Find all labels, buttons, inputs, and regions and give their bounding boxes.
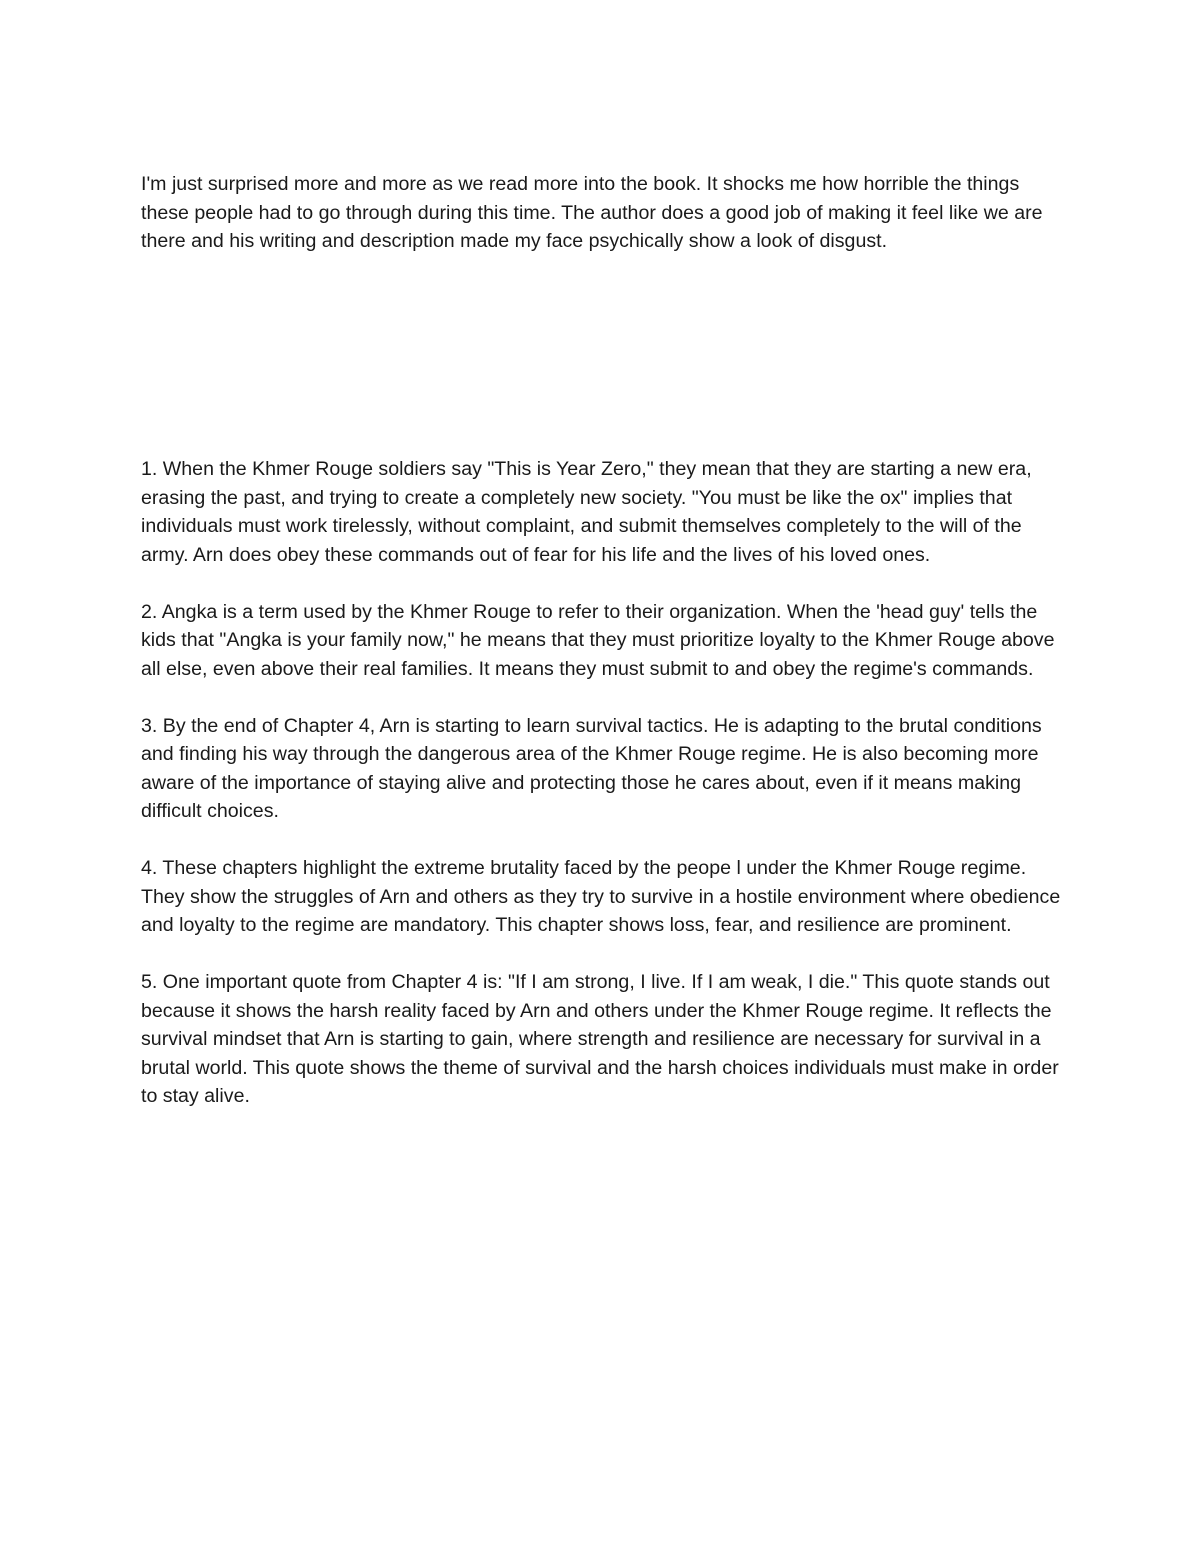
answer-paragraph-1: 1. When the Khmer Rouge soldiers say "This is Year Zero," they mean that they are starting a new era, erasing the past, and trying to create a completely new society. "You must be like the ox" implies that individuals must work tirelessly, without complaint, and submit themselves completely to the will of the army. Arn does obey these commands out of fear for his life and the lives of his loved ones. (141, 458, 1032, 566)
answer-paragraph-4: 4. These chapters highlight the extreme brutality faced by the peope l under the Khmer Rouge regime. They show the struggles of Arn and others as they try to survive in a hostile environment where obedience and loyalty to the regime are mandatory. This chapter shows loss, fear, and resilience are prominent. (141, 857, 1061, 936)
answers-section (141, 455, 1061, 1111)
answer-paragraph-3: 3. By the end of Chapter 4, Arn is starting to learn survival tactics. He is adapting to the brutal conditions and finding his way through the dangerous area of the Khmer Rouge regime. He is also becoming more aware of the importance of staying alive and protecting those he cares about, even if it means making difficult choices. (141, 714, 1042, 822)
answer-paragraph-5: 5. One important quote from Chapter 4 is: "If I am strong, I live. If I am weak, I die." This quote stands out because it shows the harsh reality faced by Arn and others under the Khmer Rouge regime. It reflects the survival mindset that Arn is starting to gain, where strength and resilience are necessary for survival in a brutal world. This quote shows the theme of survival and the harsh choices individuals must make in order to stay alive. (141, 971, 1059, 1107)
answer-paragraph-2: 2. Angka is a term used by the Khmer Rouge to refer to their organization. When the 'head guy' tells the kids that "Angka is your family now," he means that they must prioritize loyalty to the Khmer Rouge above all else, even above their real families. It means they must submit to and obey the regime's commands. (141, 600, 1055, 680)
intro-paragraph: I'm just surprised more and more as we read more into the book. It shocks me how horrible the things these people had to go through during this time. The author does a good job of making it feel like we are there and his writing and description made my face psychically show a look of disgust. (141, 173, 1043, 252)
